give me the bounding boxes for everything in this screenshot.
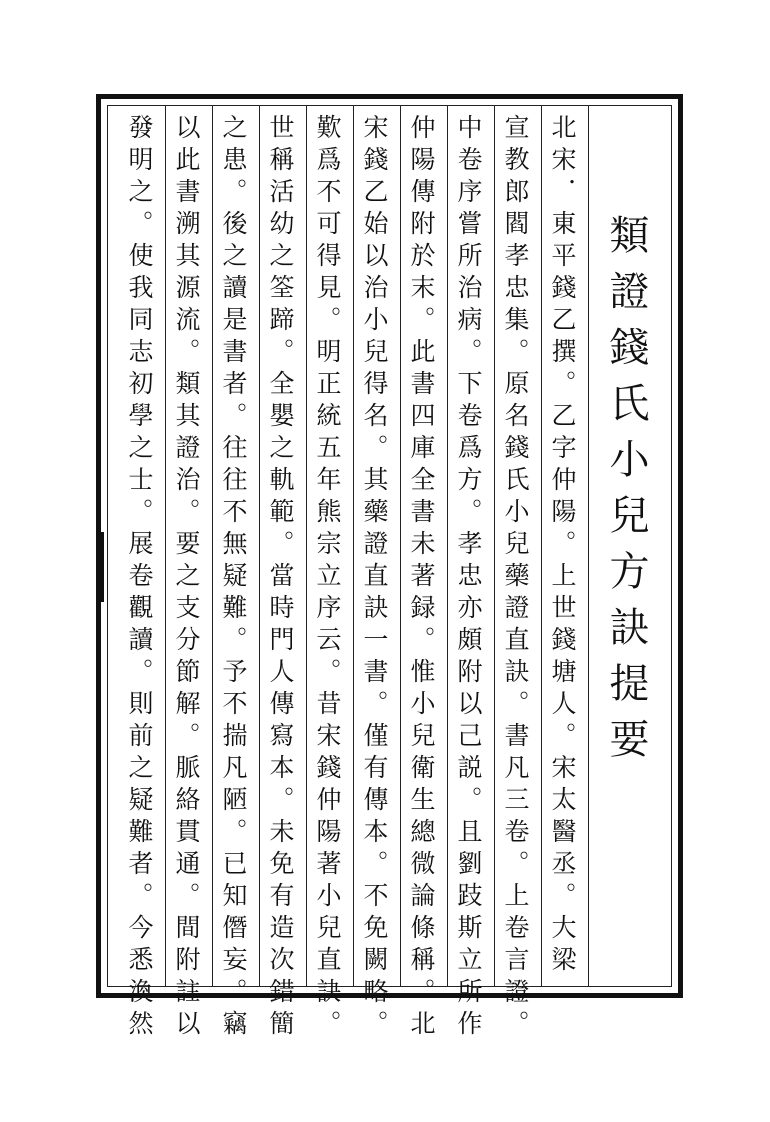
text-column: 北宋．東平錢乙撰。乙字仲陽。上世錢塘人。宋太醫丞。大梁: [548, 114, 577, 978]
page-title: 類證錢氏小兒方訣提要: [603, 214, 649, 774]
text-column: 仲陽傳附於末。此書四庫全書未著録。惟小兒衛生總微論條稱。北: [407, 114, 436, 1042]
column-rule: [541, 106, 542, 986]
text-column: 世稱活幼之筌蹄。全嬰之軌範。當時門人傳寫本。未免有造次錯簡: [266, 114, 295, 1042]
column-rule: [494, 106, 495, 986]
column-rule: [165, 106, 166, 986]
column-rule: [306, 106, 307, 986]
column-rule: [259, 106, 260, 986]
page-frame: [96, 94, 683, 1042]
column-rule: [588, 106, 589, 986]
text-column: 宋錢乙始以治小兒得名。其藥證直訣一書。僅有傳本。不免闕略。: [360, 114, 389, 1042]
column-rule: [400, 106, 401, 986]
binding-mark: [99, 532, 104, 602]
column-rule: [212, 106, 213, 986]
text-column: 之患。後之讀是書者。往往不無疑難。予不揣凡陋。已知僭妄。竊: [219, 114, 248, 1042]
text-column: 宣教郎閻孝忠集。原名錢氏小兒藥證直訣。書凡三卷。上卷言證。: [501, 114, 530, 1042]
text-panel: [107, 105, 672, 1042]
column-rule: [353, 106, 354, 986]
column-rule: [447, 106, 448, 986]
text-column: 歎爲不可得見。明正統五年熊宗立序云。昔宋錢仲陽著小兒直訣。: [313, 114, 342, 1042]
text-column: 中卷序嘗所治病。下卷爲方。孝忠亦頗附以己説。且劉跂斯立所作: [454, 114, 483, 1042]
text-column: 以此書溯其源流。類其證治。要之支分節解。脈絡貫通。間附註以: [172, 114, 201, 1042]
text-column: 發明之。使我同志初學之士。展卷觀讀。則前之疑難者。今悉渙然: [125, 114, 154, 1042]
